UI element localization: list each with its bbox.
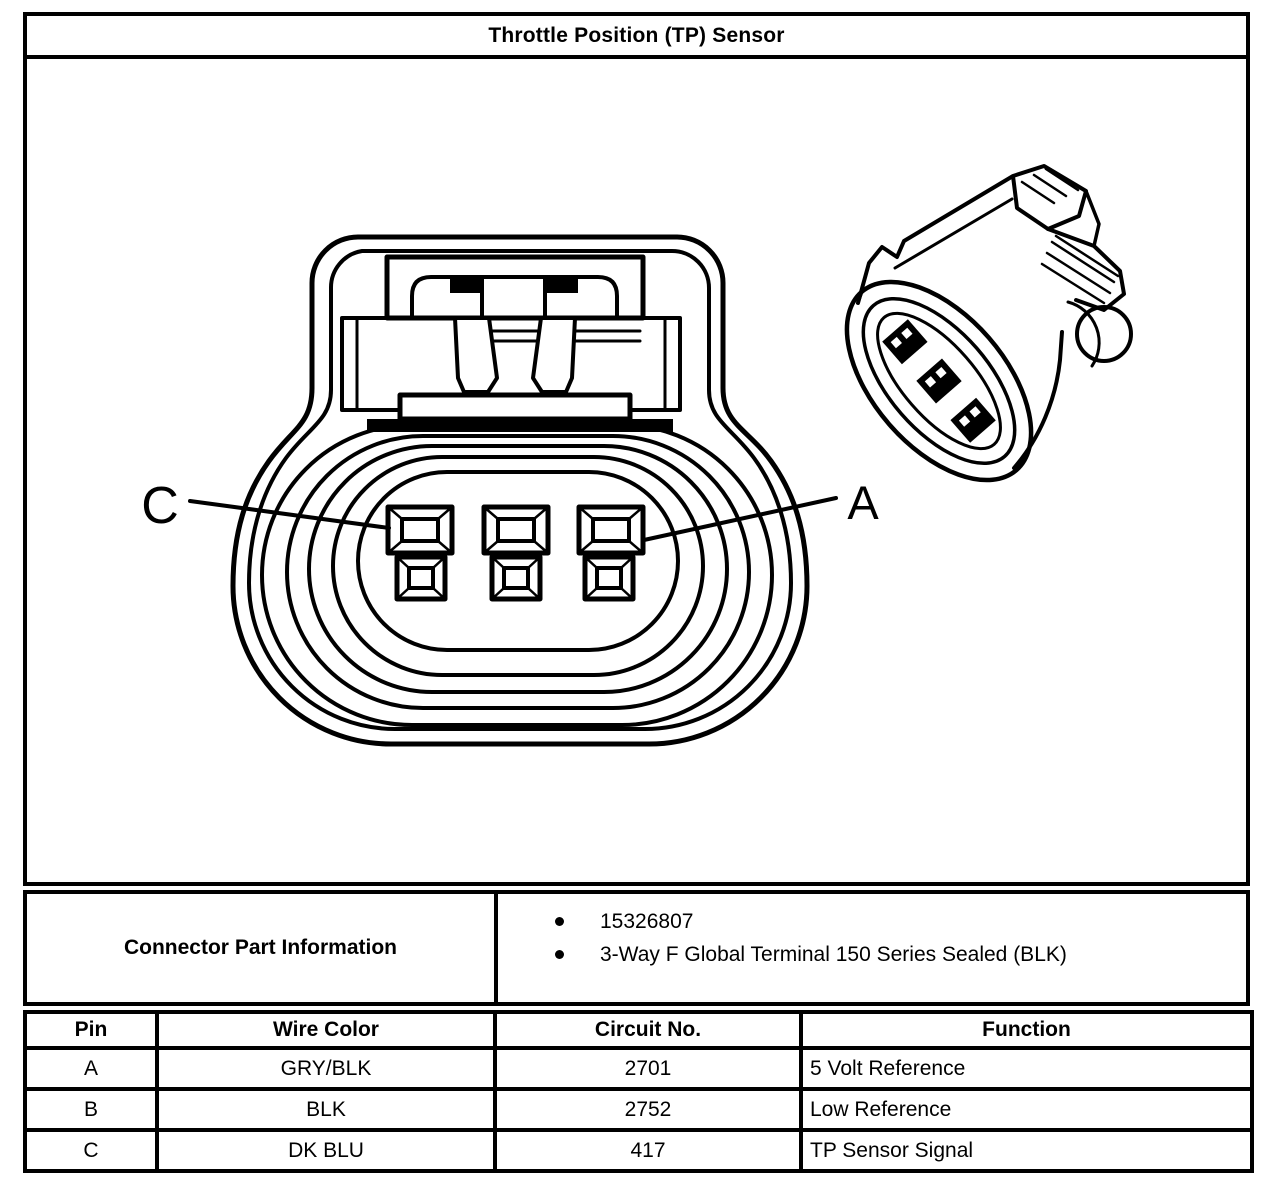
table-row	[25, 1048, 1252, 1089]
col-header-wire-color: Wire Color	[157, 1012, 495, 1048]
cell-function: 5 Volt Reference	[801, 1048, 1252, 1089]
leader-line-c	[190, 501, 389, 528]
list-item	[498, 938, 1246, 971]
connector-diagram-svg	[27, 59, 1246, 882]
part-info-details	[498, 894, 1246, 1002]
cell-pin: C	[25, 1130, 157, 1171]
cell-circuit-no: 2752	[495, 1089, 801, 1130]
page-title: Throttle Position (TP) Sensor	[27, 16, 1246, 59]
cell-wire-color: DK BLU	[157, 1130, 495, 1171]
pin-c-label: C	[141, 477, 179, 535]
list-item	[498, 905, 1246, 938]
col-header-circuit-no: Circuit No.	[495, 1012, 801, 1048]
iso-boot	[1077, 307, 1131, 361]
cell-function: TP Sensor Signal	[801, 1130, 1252, 1171]
connector-part-info-section	[23, 890, 1250, 1006]
pin-a-label: A	[847, 476, 879, 529]
cell-wire-color: GRY/BLK	[157, 1048, 495, 1089]
col-header-function: Function	[801, 1012, 1252, 1048]
diagram-panel	[23, 12, 1250, 886]
cell-wire-color: BLK	[157, 1089, 495, 1130]
terminal-a	[579, 507, 643, 599]
front-view	[141, 237, 879, 744]
iso-face	[812, 249, 1066, 514]
col-header-pin: Pin	[25, 1012, 157, 1048]
terminal-cavities	[388, 507, 643, 599]
bullet-icon	[555, 917, 564, 926]
connector-drawing	[27, 59, 1246, 882]
cell-circuit-no: 417	[495, 1130, 801, 1171]
seal-rings	[262, 425, 772, 725]
terminal-b	[484, 507, 548, 599]
cell-pin: A	[25, 1048, 157, 1089]
table-row	[25, 1130, 1252, 1171]
leader-line-a	[644, 498, 836, 540]
cell-circuit-no: 2701	[495, 1048, 801, 1089]
part-info-label: Connector Part Information	[27, 894, 498, 1002]
cell-pin: B	[25, 1089, 157, 1130]
table-row	[25, 1089, 1252, 1130]
pin-table	[23, 1010, 1254, 1173]
iso-view	[812, 166, 1131, 513]
connector-description: 3-Way F Global Terminal 150 Series Sealed (BLK)	[600, 942, 1067, 966]
table-header-row	[25, 1012, 1252, 1048]
terminal-c	[388, 507, 452, 599]
part-number: 15326807	[600, 909, 694, 933]
iso-seal-ribs	[1048, 229, 1124, 310]
bullet-icon	[555, 950, 564, 959]
latch-assembly	[342, 257, 680, 432]
body-inner-outline	[249, 251, 791, 729]
cell-function: Low Reference	[801, 1089, 1252, 1130]
